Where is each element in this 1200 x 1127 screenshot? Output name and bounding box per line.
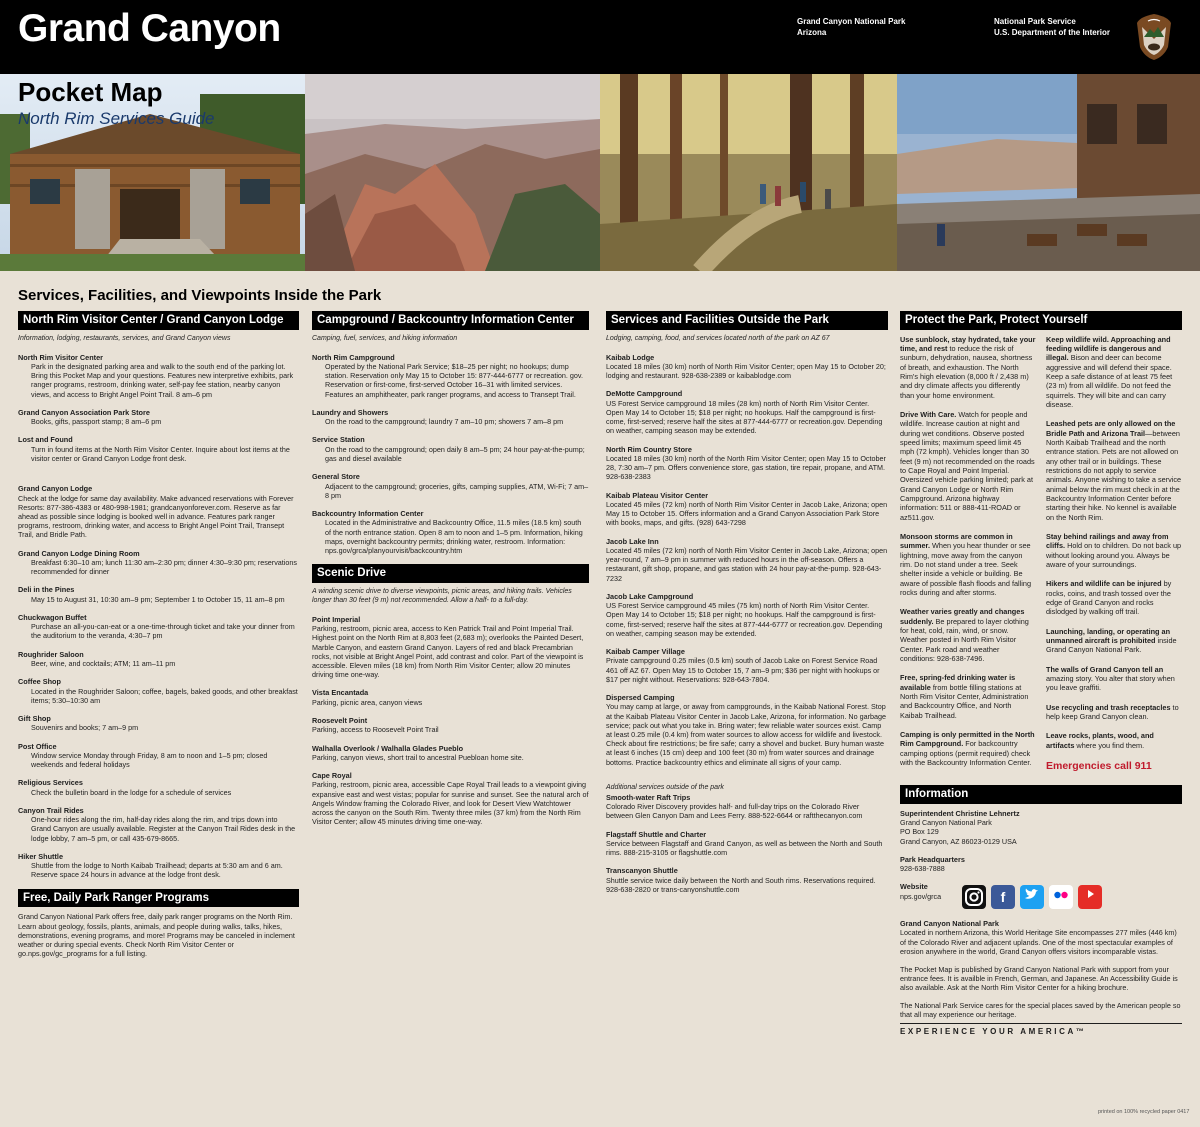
youtube-icon[interactable]	[1078, 885, 1102, 909]
list-item: North Rim Visitor Center Park in the designated parking area and walk to the south end of the parking lot. Bring this Pocket Map and your questions. Features new interpretive exhibits, park ranger programs, restroom, drinking water, self-pay fee station, nearby canyon views, and access to Bright Angel Point Trail. 8 am–6 pm	[18, 352, 294, 399]
list-item: Canyon Trail Rides One-hour rides along the rim, half-day rides along the rim, and trips down into Grand Canyon are usually available. Register at the Canyon Trail Rides desk in the lodge lobby, 7 am–5 pm, or call 435-679-8665.	[18, 805, 296, 843]
instagram-icon[interactable]	[962, 885, 986, 909]
list-item: Hiker Shuttle Shuttle from the lodge to North Kaibab Trailhead; departs at 5:30 am and 6 am. Reserve space 24 hours in advance at the lodge front desk.	[18, 851, 283, 880]
list-item: North Rim Country Store Located 18 miles (30 km) north of the North Rim Visitor Center; open May 15 to October 28, 7:30 am–7 pm. Offers convenience store, gas station, tire repair, propane, and ATM. 928-638-2383	[606, 444, 886, 482]
list-item: Deli in the Pines May 15 to August 31, 10:30 am–9 pm; September 1 to October 15, 11 am–8 pm	[18, 585, 285, 604]
safety-tip: Hikers and wildlife can be injured by rocks, coins, and trash tossed over the edge of Grand Canyon and rocks dislodged by walking off trail.	[1046, 579, 1172, 617]
list-item: Gift Shop Souvenirs and books; 7 am–9 pm	[18, 714, 139, 733]
outside-park-column	[606, 311, 888, 903]
lodge-terrace-photo	[897, 74, 1200, 271]
north-rim-subtitle: North Rim Services Guide	[18, 109, 215, 129]
list-item: Kaibab Camper Village Private campground 0.25 miles (0.5 km) south of Jacob Lake on Forest Service Road 461 off AZ 67. Open May 15 to October 15, 7 am–9 pm; $36 per night with hookups or $17 per night without. Reservations: 928-643-7804.	[606, 647, 880, 684]
list-item: Kaibab Lodge Located 18 miles (30 km) north of North Rim Visitor Center; open May 15 to October 20; lodging and restaurant. 928-638-2389 or kaibablodge.com	[606, 352, 886, 381]
campground-intro: Camping, fuel, services, and hiking information	[312, 334, 458, 342]
scenic-drive-heading: Scenic Drive	[312, 564, 589, 583]
list-item: Kaibab Plateau Visitor Center Located 45 miles (72 km) north of North Rim Visitor Center in Jacob Lake, Arizona; open May 15 to October 15. Offers information and a Grand Canyon Association Park Store with books, maps, and gifts. (928) 643-7298	[606, 490, 888, 528]
superintendent-info: Superintendent Christine Lehnertz Grand Canyon National Park PO Box 129 Grand Canyon, AZ 86023-0129 USA	[900, 808, 1020, 846]
list-item: Flagstaff Shuttle and Charter Service between Flagstaff and Grand Canyon, as well as between the North and South rims. 888-215-3105 or flagshuttle.com	[606, 829, 883, 858]
list-item: Laundry and Showers On the road to the campground; laundry 7 am–10 pm; showers 7 am–8 pm	[312, 407, 564, 427]
list-item: Chuckwagon Buffet Purchase an all-you-can-eat or a one-time-through ticket and take your dinner from the auditorium to the veranda, 4:30–7 pm	[18, 612, 295, 641]
safety-tip: Weather varies greatly and changes suddenly. Be prepared to layer clothing for heat, cold, rain, wind, or snow. Weather posted in North Rim Visitor Center. Park road and weather conditions: 928-638-7496.	[900, 607, 1029, 663]
list-item: Backcountry Information Center Located in the Administrative and Backcountry Office, 11.5 miles (18.5 km) south of the north entrance station. Open 8 am to noon and 1–5 pm. Information, hiking maps, overnight backcountry permits; drinking water, restroom. Information: nps.gov/grca/planyourvisit/backcountry.htm	[312, 508, 583, 555]
protect-park-heading: Protect the Park, Protect Yourself	[900, 311, 1182, 330]
safety-tip: The walls of Grand Canyon tell an amazing story. You alter that story when you leave graffiti.	[1046, 664, 1175, 693]
list-item: Service Station On the road to the campground; open daily 8 am–5 pm; 24 hour pay-at-the-pump; gas and diesel available	[312, 435, 585, 463]
outside-park-heading: Services and Facilities Outside the Park	[606, 311, 888, 330]
protect-park-column	[900, 311, 1182, 1037]
list-item: Jacob Lake Campground US Forest Service campground 45 miles (75 km) north of North Rim Visitor Center. Open May 14 to October 15; $18 per night; no hookups. Half the campground is first-come, first-served; reserve half the sites at 877-444-6777 or recreation.gov. Depending on weather, camping season may be extended.	[606, 591, 883, 638]
safety-tip: Leashed pets are only allowed on the Bridle Path and Arizona Trail—between North Kaibab Trailhead and the north entrance station. Pets are not allowed on any other trail or in buildings. These restrictions do not apply to service animals. Anyone wishing to take a service animal below the rim must check in at the Backcountry Information Center before starting their hike. No kennel is available on the North Rim.	[1046, 419, 1182, 522]
list-item: North Rim Campground Operated by the National Park Service; $18–25 per night; no hookups; dump station. Reservation only May 15 to October 15: 877-444-6777 or recreation. gov. Reservation or first-come, first-served October 16–31 with limited services. Features an amphitheater, park ranger programs, and access to Transept Trail.	[312, 352, 583, 399]
additional-services-note: Additional services outside of the park	[606, 783, 724, 791]
safety-tips-right	[1046, 335, 1182, 777]
safety-tip: Leave rocks, plants, wood, and artifacts where you find them.	[1046, 731, 1154, 750]
list-item: Coffee Shop Located in the Roughrider Saloon; coffee, bagels, baked goods, and other breakfast items; 5:30–10:30 am	[18, 677, 298, 705]
list-item: Religious Services Check the bulletin board in the lodge for a schedule of services	[18, 778, 232, 797]
ranger-programs-text: Grand Canyon National Park offers free, daily park ranger programs on the North Rim. Learn about geology, fossils, plants, animals, and people during walks, talks, hikes, demonstrations, evening programs, and more! Programs may be canceled in inclement weather or during special events. Check North Rim Visitor Center or go.nps.gov/gc_programs for a full listing.	[18, 912, 295, 959]
canyon-photo	[305, 74, 600, 271]
list-item: Walhalla Overlook / Walhalla Glades Pueblo Parking, canyon views, short trail to ancestral Puebloan home site.	[312, 743, 524, 762]
agency-name: National Park Service U.S. Department of the Interior	[994, 17, 1111, 37]
publication-note: The Pocket Map is published by Grand Canyon National Park with support from your entrance fees. It is availble in French, German, and Japanese. An Accessibility Guide is also available. Ask at the North Rim Visitor Center for a hiking brochure.	[900, 964, 1178, 993]
safety-tips	[900, 335, 1182, 777]
safety-tip: Monsoon storms are common in summer. When you hear thunder or see lightning, move away from the canyon rim. Do not stand under a tree. Seek shelter inside a vehicle or building. Be aware of possible flash floods and falling rocks during and after storms.	[900, 531, 1032, 597]
list-item: Grand Canyon Lodge Check at the lodge for same day availability. Make advanced reservations with Forever Resorts: 877-386-4383 or 480-998-1981; grandcanyonforever.com. Reserve as far ahead as possible since lodging is booked well in advance. Features park ranger programs, restroom, drinking water, and access to Bright Angel Point Trail, Transept Trail, and Bridle Path.	[18, 484, 294, 540]
social-icons	[962, 885, 1182, 909]
safety-tip: Drive With Care. Watch for people and wildlife. Increase caution at night and during wet conditions. Observe posted speed limits; maximum speed limit 45 mph (72 kmph). Vehicles longer than 30 feet (9 m) not recommended on the roads to Cape Royal and Point Imperial. Oversized vehicle parking limited; park at Grand Canyon Lodge or North Rim Campground. Arizona highway information: 511 or 888-411-ROAD or az511.gov.	[900, 410, 1035, 522]
list-item: Roosevelt Point Parking, access to Roosevelt Point Trail	[312, 715, 439, 735]
safety-tip: Stay behind railings and away from cliffs. Hold on to children. Do not back up without looking around you. Always be aware of your surroundings.	[1046, 531, 1182, 569]
visitor-center-heading: North Rim Visitor Center / Grand Canyon Lodge	[18, 311, 299, 330]
visitor-center-intro: Information, lodging, restaurants, services, and Grand Canyon views	[18, 334, 231, 342]
campground-column	[312, 311, 589, 835]
forest-hikers-photo	[600, 74, 897, 271]
list-item: Transcanyon Shuttle Shuttle service twice daily between the North and South rims. Reservations required. 928-638-2820 or trans-canyonshuttle.com	[606, 866, 876, 894]
recycled-paper-note: printed on 100% recycled paper 0417	[1098, 1109, 1190, 1115]
visitor-center-column	[18, 311, 299, 958]
list-item: Cape Royal Parking, restroom, picnic area, accessible Cape Royal Trail leads to a viewpoint giving expansive east and west vistas; popular for sunrise and sunset. See the natural arch of Angels Window framing the Colorado River, and look for Desert View Watchtower across the canyon on the South Rim. Twenty three miles (37 km) from the North Rim Visitor Center; allow 45 minutes driving time one-way.	[312, 771, 589, 827]
list-item: Jacob Lake Inn Located 45 miles (72 km) north of North Rim Visitor Center in Jacob Lake, Arizona; open year-round, 7 am–9 pm in summer with reduced hours in the off-season. Offers a restaurant, gift shop, propane, and gas station with 24 hour pay-at-the-pump. 928-643-7232	[606, 536, 888, 583]
brand-title: Grand Canyon	[18, 7, 281, 50]
list-item: DeMotte Campground US Forest Service campground 18 miles (28 km) north of North Rim Visitor Center. Open May 14 to October 15; $18 per night; no hookups. Half the campground is first-come, first-served; reserve half the sites at 877-444-6777 or recreation.gov. Depending on weather, camping season may be extended.	[606, 389, 883, 436]
scenic-drive-intro: A winding scenic drive to diverse viewpoints, picnic areas, and hiking trails. Vehicles longer than 30 feet (9 m) not recommended. Allow a half- to a full-day.	[312, 587, 572, 604]
emergency-notice: Emergencies call 911	[1046, 759, 1152, 772]
nps-arrowhead-logo	[1136, 13, 1172, 61]
list-item: Post Office Window service Monday through Friday, 8 am to noon and 1–5 pm; closed weekends and federal holidays	[18, 741, 268, 770]
information-heading: Information	[900, 785, 1182, 804]
pocket-map-title: Pocket Map	[18, 77, 163, 107]
outside-park-intro: Lodging, camping, food, and services located north of the park on AZ 67	[606, 334, 830, 342]
list-item: Grand Canyon Lodge Dining Room Breakfast 6:30–10 am; lunch 11:30 am–2:30 pm; dinner 4:30–9:30 pm; reservations recommended for dinner	[18, 548, 297, 577]
website-link[interactable]: nps.gov/grca	[900, 891, 942, 901]
safety-tip: Keep wildlife wild. Approaching and feeding wildlife is dangerous and illegal. Bison and deer can become aggressive and will defend their space. Keep a safe distance of at least 75 feet (23 m) from all wildlife. Do not feed the squirrels. They will bite and can carry disease.	[1046, 334, 1173, 410]
list-item: Grand Canyon Association Park Store Books, gifts, passport stamp; 8 am–6 pm	[18, 407, 162, 427]
flickr-icon[interactable]	[1049, 885, 1073, 909]
list-item: Point Imperial Parking, restroom, picnic area, access to Ken Patrick Trail and Point Imperial Trail. Highest point on the North Rim at 8,803 feet (2,683 m); overlooks the Painted Desert, Marble Canyon, and eastern Grand Canyon. Layers of red and black Precambrian rocks, not visible at Bright Angel Point, add contrast and color. Part of the viewpoint is accessible. Eleven miles (18 km) from North Rim Visitor Center; allow 20 minutes driving time one-way.	[312, 614, 584, 680]
safety-tip: Camping is only permitted in the North Rim Campground. For backcountry camping options (permit required) check with the Backcountry Information Center.	[900, 729, 1035, 767]
lodge-photo	[0, 74, 305, 271]
section-heading: Services, Facilities, and Viewpoints Inside the Park	[18, 287, 382, 304]
safety-tip: Use sunblock, stay hydrated, take your time, and rest to reduce the risk of sunburn, dehydration, nausea, shortness of breath, and exhaustion. The North Rim's high elevation (8,000 ft / 2,438 m) and dry climate affects you differently than your home environment.	[900, 334, 1036, 400]
safety-tips-left	[900, 335, 1036, 777]
facebook-icon[interactable]: f	[991, 885, 1015, 909]
list-item: Lost and Found Turn in found items at the North Rim Visitor Center. Inquire about lost items at the visitor center or Grand Canyon Lodge front desk.	[18, 435, 290, 463]
headquarters-info: Park Headquarters 928-638-7888	[900, 854, 965, 874]
ranger-programs-heading: Free, Daily Park Ranger Programs	[18, 889, 299, 908]
photo-strip	[0, 74, 1200, 271]
list-item: Roughrider Saloon Beer, wine, and cocktails; ATM; 11 am–11 pm	[18, 649, 176, 669]
list-item: Vista Encantada Parking, picnic area, canyon views	[312, 688, 423, 707]
experience-your-america: EXPERIENCE YOUR AMERICA™	[900, 1023, 1182, 1037]
list-item: Dispersed Camping You may camp at large, or away from campgrounds, in the Kaibab National Forest. Stop at the Kaibab Plateau Visitor Center in Jacob Lake, Arizona, for information. No garbage service; pack out what you take in. Bring water; few reliable water sources exist. Camp at least 0.25 mile (0.4 km) from water sources to allow access for wildlife and livestock. Check about fire restrictions; be fire safe; carry a shovel and bucket. Bury human waste at least 6 inches (15 cm) deep and 100 feet (30 m) from water sources and drainage bottoms. Practice backcountry ethics and eliminate all signs of your camp.	[606, 693, 886, 767]
website-info: Website nps.gov/grca	[900, 882, 1182, 901]
nps-statement: The National Park Service cares for the special places saved by the American people so that all may experience our heritage.	[900, 1000, 1181, 1019]
list-item: General Store Adjacent to the campground; groceries, gifts, camping supplies, ATM, Wi-Fi; 7 am–8 pm	[312, 472, 589, 500]
list-item: Smooth-water Raft Trips Colorado River Discovery provides half- and full-day trips on the Colorado River between Glen Canyon Dam and Lees Ferry. 888-522-6644 or raftthecanyon.com	[606, 792, 863, 821]
twitter-icon[interactable]	[1020, 885, 1044, 909]
park-name: Grand Canyon National Park Arizona	[797, 17, 906, 37]
title-block	[18, 76, 215, 130]
gcnp-info: Grand Canyon National Park Located in northern Arizona, this World Heritage Site encompasses 277 miles (446 km) of the Colorado River and adjacent uplands. One of the most spectacular examples of erosion anywhere in the world, Grand Canyon offers visitors incomparable vistas.	[900, 918, 1177, 956]
campground-heading: Campground / Backcountry Information Center	[312, 311, 589, 330]
top-banner	[0, 0, 1200, 74]
safety-tip: Use recycling and trash receptacles to help keep Grand Canyon clean.	[1046, 702, 1179, 721]
safety-tip: Launching, landing, or operating an unmanned aircraft is prohibited inside Grand Canyon National Park.	[1046, 626, 1177, 655]
safety-tip: Free, spring-fed drinking water is available from bottle filling stations at North Rim Visitor Center, Administration and Backcountry Office, and North Kaibab Trailhead.	[900, 673, 1029, 720]
